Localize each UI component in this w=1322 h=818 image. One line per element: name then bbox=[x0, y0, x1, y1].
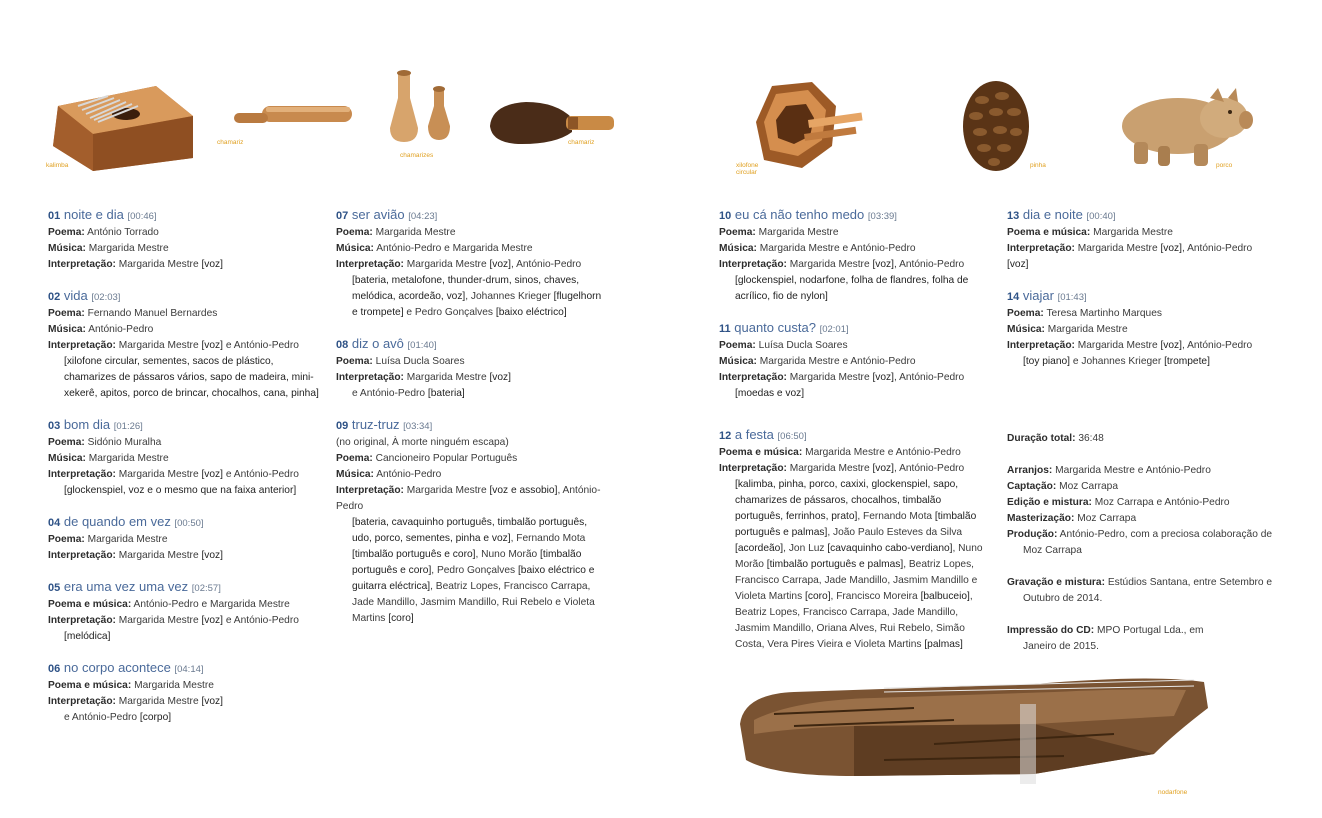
poema-value: Fernando Manuel Bernardes bbox=[87, 308, 218, 319]
interp-inst: [bateria, metalofone, thunder-drum, sinos, chaves, melódica, acordeão, voz] bbox=[352, 275, 580, 302]
interp-performer: , Nuno Morão bbox=[735, 543, 983, 570]
label-musica: Música: bbox=[48, 243, 86, 254]
label-producao: Produção: bbox=[1007, 529, 1058, 540]
track-duration: [01:40] bbox=[407, 340, 437, 351]
label-interpretacao: Interpretação: bbox=[719, 463, 787, 474]
interp-inst: [voz] bbox=[489, 372, 511, 383]
label-musica: Música: bbox=[336, 469, 374, 480]
label-musica: Música: bbox=[1007, 324, 1045, 335]
interp-performer: Margarida Mestre bbox=[118, 615, 199, 626]
label-interpretacao: Interpretação: bbox=[48, 469, 116, 480]
chamariz-image bbox=[232, 100, 354, 134]
caption-chamariz-2: chamariz bbox=[568, 139, 595, 146]
interp-inst: [timbalão português e coro] bbox=[352, 549, 582, 576]
track-duration: [06:50] bbox=[777, 431, 807, 442]
track-03 bbox=[48, 416, 328, 499]
track-05 bbox=[48, 578, 328, 645]
caption-porco: porco bbox=[1216, 162, 1233, 169]
musica-value: Margarida Mestre bbox=[88, 243, 169, 254]
label-poema: Poema: bbox=[48, 308, 85, 319]
track-12 bbox=[719, 426, 985, 653]
track-title: eu cá não tenho medo bbox=[734, 207, 865, 222]
track-number: 04 bbox=[48, 517, 61, 529]
interp-inst: [palmas] bbox=[924, 639, 963, 650]
poema-musica-value: Margarida Mestre e António-Pedro bbox=[805, 447, 961, 458]
track-number: 06 bbox=[48, 663, 61, 675]
interp-performer: , António-Pedro bbox=[510, 259, 582, 270]
track-title: no corpo acontece bbox=[63, 660, 171, 675]
interp-performer: e Johannes Krieger bbox=[1072, 356, 1162, 367]
label-poema-musica: Poema e música: bbox=[719, 447, 803, 458]
label-interpretacao: Interpretação: bbox=[48, 259, 116, 270]
track-number: 11 bbox=[719, 323, 731, 335]
label-musica: Música: bbox=[336, 243, 374, 254]
interp-inst: [corpo] bbox=[139, 712, 172, 723]
nodarfone-image bbox=[734, 664, 1210, 790]
label-interpretacao: Interpretação: bbox=[1007, 243, 1075, 254]
interp-inst: [voz] bbox=[201, 340, 223, 351]
interp-inst: [voz] bbox=[201, 550, 223, 561]
track-number: 05 bbox=[48, 582, 61, 594]
track-number: 07 bbox=[336, 210, 349, 222]
poema-value: Margarida Mestre bbox=[375, 227, 456, 238]
porco-image bbox=[1112, 84, 1254, 168]
kalimba-image bbox=[48, 76, 196, 172]
interp-inst: [xilofone circular, sementes, sacos de plástico, chamarizes de pássaros vários, sapo de madeira, mini-xekerê, apitos, porco de brincar, chocalhos, cana, pinha] bbox=[64, 356, 319, 399]
label-arranjos: Arranjos: bbox=[1007, 465, 1053, 476]
track-duration: [04:14] bbox=[174, 664, 204, 675]
interp-performer: Margarida Mestre bbox=[1077, 340, 1158, 351]
interp-inst: [timbalão português e palmas] bbox=[735, 511, 977, 538]
interp-inst: [voz] bbox=[201, 259, 223, 270]
track-duration: [03:39] bbox=[867, 211, 897, 222]
impressao-value: MPO Portugal Lda., em Janeiro de 2015. bbox=[1023, 625, 1204, 652]
duracao-value: 36:48 bbox=[1078, 433, 1104, 444]
interp-performer: Margarida Mestre bbox=[118, 696, 199, 707]
caption-xilofone: xilofone circular bbox=[736, 162, 759, 176]
track-duration: [03:34] bbox=[403, 421, 433, 432]
xilofone-image bbox=[752, 76, 864, 176]
track-title: de quando em vez bbox=[63, 514, 171, 529]
interp-inst: [voz] bbox=[1007, 259, 1029, 270]
tracklist-column-1 bbox=[48, 206, 328, 740]
interp-value: Margarida Mestre bbox=[118, 259, 199, 270]
musica-value: Margarida Mestre bbox=[1047, 324, 1128, 335]
track-01 bbox=[48, 206, 328, 273]
label-interpretacao: Interpretação: bbox=[336, 259, 404, 270]
interp-inst: [timbalão português e coro] bbox=[352, 549, 476, 560]
interp-performer: , Fernando Mota bbox=[510, 533, 586, 544]
track-08 bbox=[336, 335, 604, 402]
track-13 bbox=[1007, 206, 1273, 273]
masterizacao-value: Moz Carrapa bbox=[1077, 513, 1137, 524]
track-title: vida bbox=[63, 288, 88, 303]
interp-inst: [voz] bbox=[872, 372, 894, 383]
interp-performer: , Francisco Moreira bbox=[830, 591, 918, 602]
label-poema-musica: Poema e música: bbox=[1007, 227, 1091, 238]
interp-performer: , Johannes Krieger bbox=[465, 291, 551, 302]
label-interpretacao: Interpretação: bbox=[336, 485, 404, 496]
caption-chamarizes: chamarizes bbox=[400, 152, 434, 159]
interp-inst: [coro] bbox=[805, 591, 831, 602]
label-gravacao: Gravação e mistura: bbox=[1007, 577, 1105, 588]
interp-inst: [timbalão português e palmas] bbox=[766, 559, 904, 570]
interp-inst: [voz] bbox=[201, 696, 223, 707]
interp-inst: [voz] bbox=[489, 259, 511, 270]
interp-inst: [trompete] bbox=[1164, 356, 1210, 367]
interp-inst: [voz e assobio] bbox=[489, 485, 558, 496]
label-musica: Música: bbox=[719, 243, 757, 254]
interp-performer: , João Paulo Esteves da Silva bbox=[827, 527, 963, 538]
interp-performer: , Pedro Gonçalves bbox=[431, 565, 516, 576]
poema-value: António Torrado bbox=[87, 227, 159, 238]
musica-value: António-Pedro e Margarida Mestre bbox=[376, 243, 533, 254]
interp-inst: [voz] bbox=[1160, 340, 1182, 351]
label-poema: Poema: bbox=[336, 227, 373, 238]
track-title: truz-truz bbox=[351, 417, 400, 432]
interp-performer: Margarida Mestre bbox=[406, 259, 487, 270]
interp-inst: [glockenspiel, nodarfone, folha de flandres, folha de acrílico, fio de nylon] bbox=[735, 275, 969, 302]
gravacao-value: Estúdios Santana, entre Setembro e Outubro de 2014. bbox=[1023, 577, 1273, 604]
interp-performer: , António-Pedro bbox=[893, 259, 965, 270]
interp-performer: Margarida Mestre bbox=[118, 469, 199, 480]
interp-performer: Margarida Mestre bbox=[789, 463, 870, 474]
pinha-image bbox=[958, 78, 1036, 174]
track-title: diz o avô bbox=[351, 336, 404, 351]
track-number: 12 bbox=[719, 430, 732, 442]
track-14 bbox=[1007, 287, 1273, 370]
interp-inst: [bateria] bbox=[427, 388, 465, 399]
label-musica: Música: bbox=[719, 356, 757, 367]
track-duration: [04:23] bbox=[408, 211, 438, 222]
interp-inst: [baixo eléctrico e guitarra eléctrica] bbox=[352, 565, 595, 592]
interp-inst: [kalimba, pinha, porco, caxixi, glockenspiel, sapo, chamarizes de pássaros, chocalhos, timbalão português, ferrinhos, prato] bbox=[735, 479, 959, 522]
interp-inst: [coro] bbox=[388, 613, 414, 624]
arranjos-value: Margarida Mestre e António-Pedro bbox=[1055, 465, 1211, 476]
poema-value: Sidónio Muralha bbox=[87, 437, 162, 448]
track-title: a festa bbox=[734, 427, 774, 442]
musica-value: Margarida Mestre e António-Pedro bbox=[759, 243, 916, 254]
track-duration: [00:50] bbox=[174, 518, 204, 529]
track-09 bbox=[336, 416, 604, 627]
track-number: 09 bbox=[336, 420, 349, 432]
interp-performer: , Jon Luz bbox=[783, 543, 825, 554]
tracklist-column-3 bbox=[719, 206, 985, 667]
track-title: noite e dia bbox=[63, 207, 124, 222]
poema-value: Luísa Ducla Soares bbox=[758, 340, 848, 351]
label-duracao: Duração total: bbox=[1007, 433, 1076, 444]
poema-value: Margarida Mestre bbox=[87, 534, 168, 545]
producao-value: António-Pedro, com a preciosa colaboração de Moz Carrapa bbox=[1023, 529, 1273, 556]
label-poema-musica: Poema e música: bbox=[48, 599, 132, 610]
edicao-value: Moz Carrapa e António-Pedro bbox=[1094, 497, 1230, 508]
label-interpretacao: Interpretação: bbox=[48, 550, 116, 561]
label-captacao: Captação: bbox=[1007, 481, 1057, 492]
interp-performer: , Fernando Mota bbox=[857, 511, 933, 522]
poema-value: Cancioneiro Popular Português bbox=[375, 453, 518, 464]
interp-performer: , Beatriz Lopes, Francisco Carrapa, Jade Mandillo, Jasmim Mandillo e Violeta Martins bbox=[735, 559, 978, 602]
caption-pinha: pinha bbox=[1030, 162, 1046, 169]
label-impressao: Impressão do CD: bbox=[1007, 625, 1095, 636]
interp-inst: [melódica] bbox=[64, 631, 111, 642]
label-poema: Poema: bbox=[48, 437, 85, 448]
musica-value: Margarida Mestre bbox=[88, 453, 169, 464]
label-interpretacao: Interpretação: bbox=[336, 372, 404, 383]
chamarizes-image bbox=[386, 68, 462, 146]
musica-value: António-Pedro bbox=[376, 469, 442, 480]
label-interpretacao: Interpretação: bbox=[48, 696, 116, 707]
track-title: dia e noite bbox=[1022, 207, 1083, 222]
chamariz-leather-image bbox=[486, 98, 616, 146]
label-interpretacao: Interpretação: bbox=[48, 615, 116, 626]
track-number: 14 bbox=[1007, 291, 1020, 303]
interp-sep: e bbox=[225, 340, 232, 351]
interp-performer: e António-Pedro bbox=[352, 388, 426, 399]
track-duration: [00:40] bbox=[1086, 211, 1116, 222]
interp-performer: , António-Pedro bbox=[1181, 340, 1253, 351]
interp-performer: , Nuno Morão bbox=[475, 549, 538, 560]
interp-performer: Margarida Mestre bbox=[789, 372, 870, 383]
caption-kalimba: kalimba bbox=[46, 162, 69, 169]
label-musica: Música: bbox=[48, 453, 86, 464]
label-interpretacao: Interpretação: bbox=[1007, 340, 1075, 351]
interp-performer: António-Pedro bbox=[233, 340, 299, 351]
track-title: bom dia bbox=[63, 417, 111, 432]
interp-inst: [voz] bbox=[1160, 243, 1182, 254]
interp-inst: [balbuceio] bbox=[920, 591, 970, 602]
interp-performer: António-Pedro bbox=[233, 615, 299, 626]
interp-performer: , Beatriz Lopes, Francisco Carrapa, Jade Mandillo, Jasmim Mandillo, Oriana Alves, Rui Rebelo, Simão Costa, Vera Pires Vieira e Violeta Martins bbox=[735, 591, 973, 650]
interp-performer: António-Pedro bbox=[233, 469, 299, 480]
caption-chamariz-1: chamariz bbox=[217, 139, 244, 146]
interp-inst: [moedas e voz] bbox=[735, 388, 805, 399]
credits-block bbox=[1007, 431, 1279, 655]
interp-inst: [glockenspiel, voz e o mesmo que na faixa anterior] bbox=[64, 485, 297, 496]
track-number: 10 bbox=[719, 210, 732, 222]
interp-performer: , António-Pedro bbox=[336, 485, 601, 512]
label-poema: Poema: bbox=[1007, 308, 1044, 319]
interp-performer: Margarida Mestre bbox=[789, 259, 870, 270]
interp-performer: Margarida Mestre bbox=[1077, 243, 1158, 254]
poema-musica-value: Margarida Mestre bbox=[134, 680, 214, 691]
poema-value: Teresa Martinho Marques bbox=[1046, 308, 1162, 319]
interp-value: Margarida Mestre bbox=[118, 550, 199, 561]
track-number: 01 bbox=[48, 210, 61, 222]
label-masterizacao: Masterização: bbox=[1007, 513, 1075, 524]
track-11 bbox=[719, 319, 985, 402]
interp-performer: e António-Pedro bbox=[64, 712, 138, 723]
label-poema: Poema: bbox=[719, 340, 756, 351]
interp-inst: [voz] bbox=[872, 463, 894, 474]
track-title: viajar bbox=[1022, 288, 1054, 303]
track-04 bbox=[48, 513, 328, 564]
interp-performer: e Pedro Gonçalves bbox=[406, 307, 494, 318]
interp-inst: [cavaquinho cabo-verdiano] bbox=[827, 543, 953, 554]
interp-inst: [bateria, cavaquinho português, timbalão português, udo, porco, sementes, pinha e voz] bbox=[352, 517, 588, 544]
interp-inst: [acordeão] bbox=[735, 543, 784, 554]
label-interpretacao: Interpretação: bbox=[719, 259, 787, 270]
interp-inst: [toy piano] bbox=[1023, 356, 1071, 367]
poema-musica-value: António-Pedro e Margarida Mestre bbox=[133, 599, 290, 610]
caption-nodarfone: nodarfone bbox=[1158, 789, 1188, 796]
label-edicao: Edição e mistura: bbox=[1007, 497, 1092, 508]
track-number: 02 bbox=[48, 291, 61, 303]
label-poema: Poema: bbox=[336, 453, 373, 464]
track-duration: [02:57] bbox=[191, 583, 221, 594]
interp-sep: e bbox=[225, 615, 232, 626]
poema-value: Luísa Ducla Soares bbox=[375, 356, 465, 367]
label-musica: Música: bbox=[48, 324, 86, 335]
tracklist-column-2 bbox=[336, 206, 604, 641]
musica-value: Margarida Mestre e António-Pedro bbox=[759, 356, 916, 367]
interp-inst: [voz] bbox=[201, 469, 223, 480]
poema-musica-value: Margarida Mestre bbox=[1093, 227, 1173, 238]
track-title: quanto custa? bbox=[734, 320, 816, 335]
interp-performer: Margarida Mestre bbox=[406, 485, 487, 496]
interp-performer: , António-Pedro bbox=[893, 372, 965, 383]
label-poema: Poema: bbox=[719, 227, 756, 238]
tracklist-column-4 bbox=[1007, 206, 1273, 384]
track-number: 13 bbox=[1007, 210, 1020, 222]
interp-sep: e bbox=[225, 469, 232, 480]
track-note: (no original, À morte ninguém escapa) bbox=[336, 437, 509, 448]
label-poema: Poema: bbox=[48, 227, 85, 238]
interp-performer: Margarida Mestre bbox=[118, 340, 199, 351]
track-title: ser avião bbox=[351, 207, 405, 222]
track-duration: [01:43] bbox=[1057, 292, 1087, 303]
interp-inst: [voz] bbox=[201, 615, 223, 626]
track-number: 08 bbox=[336, 339, 349, 351]
musica-value: António-Pedro bbox=[88, 324, 154, 335]
track-02 bbox=[48, 287, 328, 402]
track-06 bbox=[48, 659, 328, 726]
track-title: era uma vez uma vez bbox=[63, 579, 189, 594]
track-duration: [02:03] bbox=[91, 292, 121, 303]
interp-inst: [baixo eléctrico] bbox=[495, 307, 567, 318]
captacao-value: Moz Carrapa bbox=[1059, 481, 1118, 492]
label-poema: Poema: bbox=[336, 356, 373, 367]
track-duration: [00:46] bbox=[127, 211, 157, 222]
interp-inst: [flugelhorn e trompete] bbox=[352, 291, 602, 318]
track-10 bbox=[719, 206, 985, 305]
label-interpretacao: Interpretação: bbox=[48, 340, 116, 351]
label-poema-musica: Poema e música: bbox=[48, 680, 132, 691]
interp-performer: , António-Pedro bbox=[893, 463, 965, 474]
interp-performer: Margarida Mestre bbox=[406, 372, 487, 383]
interp-inst: [voz] bbox=[872, 259, 894, 270]
total-duration bbox=[1007, 431, 1279, 447]
interp-performer: , António-Pedro bbox=[1181, 243, 1253, 254]
track-number: 03 bbox=[48, 420, 61, 432]
label-poema: Poema: bbox=[48, 534, 85, 545]
poema-value: Margarida Mestre bbox=[758, 227, 839, 238]
track-duration: [02:01] bbox=[819, 324, 849, 335]
track-duration: [01:26] bbox=[113, 421, 143, 432]
track-07 bbox=[336, 206, 604, 321]
interp-performer: , Beatriz Lopes, Francisco Carrapa, Jade Mandillo, Jasmim Mandillo, Rui Rebelo e Violeta Martins bbox=[352, 581, 595, 624]
label-interpretacao: Interpretação: bbox=[719, 372, 787, 383]
